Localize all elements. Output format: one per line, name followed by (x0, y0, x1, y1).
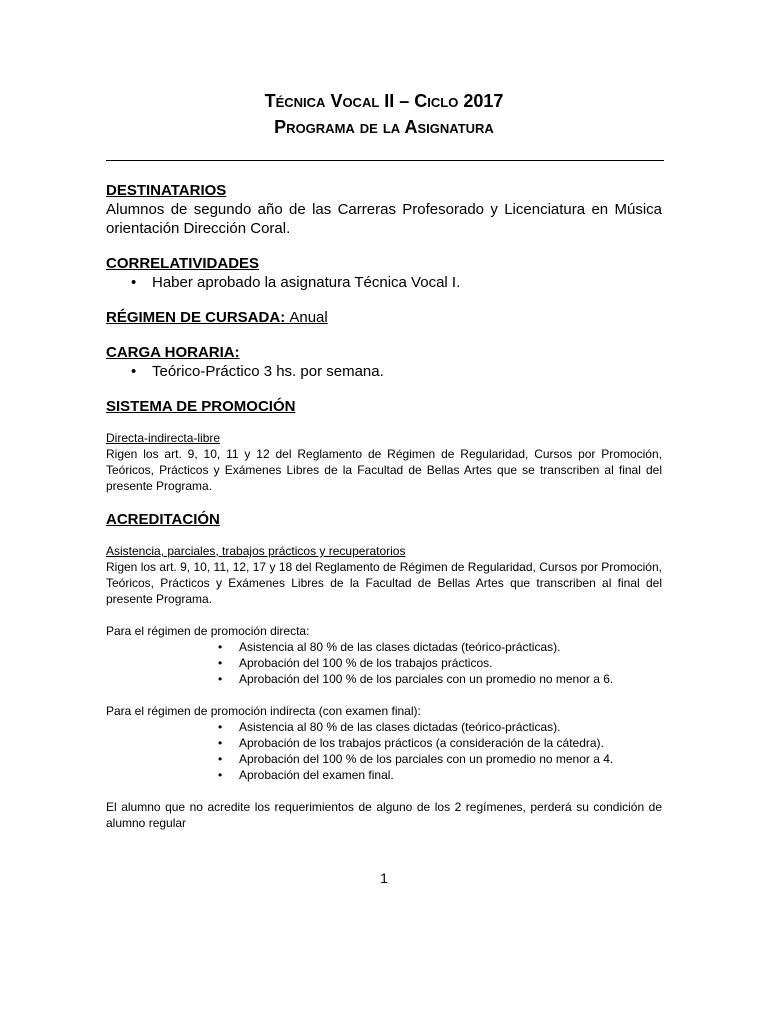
document-title: Técnica Vocal II – Ciclo 2017 (264, 91, 504, 111)
promocion-text: Rigen los art. 9, 10, 11 y 12 del Reglamento de Régimen de Regularidad, Cursos por Promoción, Teóricos, Prácticos y Exámenes Libres de la Facultad de Bellas Artes que se transcriben al final del presente Programa. (106, 447, 662, 493)
list-item: • Teórico-Práctico 3 hs. por semana. (152, 362, 662, 381)
regimen-label: RÉGIMEN DE CURSADA (106, 309, 281, 326)
list-item: • Asistencia al 80 % de las clases dictadas (teórico-prácticas). (239, 639, 662, 655)
list-item: • Aprobación del examen final. (239, 767, 662, 783)
indirecta-intro: Para el régimen de promoción indirecta (con examen final): (106, 704, 421, 718)
carga-colon: : (234, 344, 240, 361)
indirecta-list (106, 719, 662, 783)
destinatarios-text: Alumnos de segundo año de las Carreras Profesorado y Licenciatura en Música orientación Dirección Coral. (106, 201, 662, 237)
list-item: • Aprobación del 100 % de los trabajos prácticos. (239, 655, 662, 671)
regimen-colon: : (280, 309, 286, 326)
list-item: • Aprobación del 100 % de los parciales con un promedio no menor a 4. (239, 751, 662, 767)
title-divider (106, 160, 664, 161)
carga-list (106, 362, 662, 381)
list-item: • Haber aprobado la asignatura Técnica Vocal I. (152, 273, 662, 292)
list-item: • Asistencia al 80 % de las clases dictadas (teórico-prácticas). (239, 719, 662, 735)
heading-regimen (106, 308, 662, 327)
correlatividades-list (106, 273, 662, 292)
carga-label: CARGA HORARIA (106, 344, 235, 361)
heading-promocion: SISTEMA DE PROMOCIÓN (106, 398, 296, 415)
list-item: • Aprobación de los trabajos prácticos (a consideración de la cátedra). (239, 735, 662, 751)
heading-destinatarios: DESTINATARIOS (106, 182, 227, 199)
heading-correlatividades: CORRELATIVIDADES (106, 255, 260, 272)
heading-acreditacion: ACREDITACIÓN (106, 511, 220, 528)
title-block (0, 88, 768, 140)
document-body (106, 181, 662, 831)
list-item: • Aprobación del 100 % de los parciales con un promedio no menor a 6. (239, 671, 662, 687)
document-subtitle: Programa de la Asignatura (274, 117, 494, 137)
acreditacion-subheading: Asistencia, parciales, trabajos prácticos y recuperatorios (106, 544, 406, 558)
page-number: 1 (380, 870, 388, 886)
regimen-value: Anual (289, 309, 328, 326)
heading-carga-horaria (106, 343, 662, 362)
promocion-subheading: Directa-indirecta-libre (106, 431, 221, 445)
acreditacion-text: Rigen los art. 9, 10, 11, 12, 17 y 18 del Reglamento de Régimen de Regularidad, Cursos por Promoción, Teóricos, Prácticos y Exámenes Libres de la Facultad de Bellas Artes que transcriben al final del presente Programa. (106, 560, 662, 606)
closing-text: El alumno que no acredite los requerimientos de alguno de los 2 regímenes, perderá su condición de alumno regular (106, 800, 662, 830)
directa-intro: Para el régimen de promoción directa: (106, 624, 310, 638)
directa-list (106, 639, 662, 687)
